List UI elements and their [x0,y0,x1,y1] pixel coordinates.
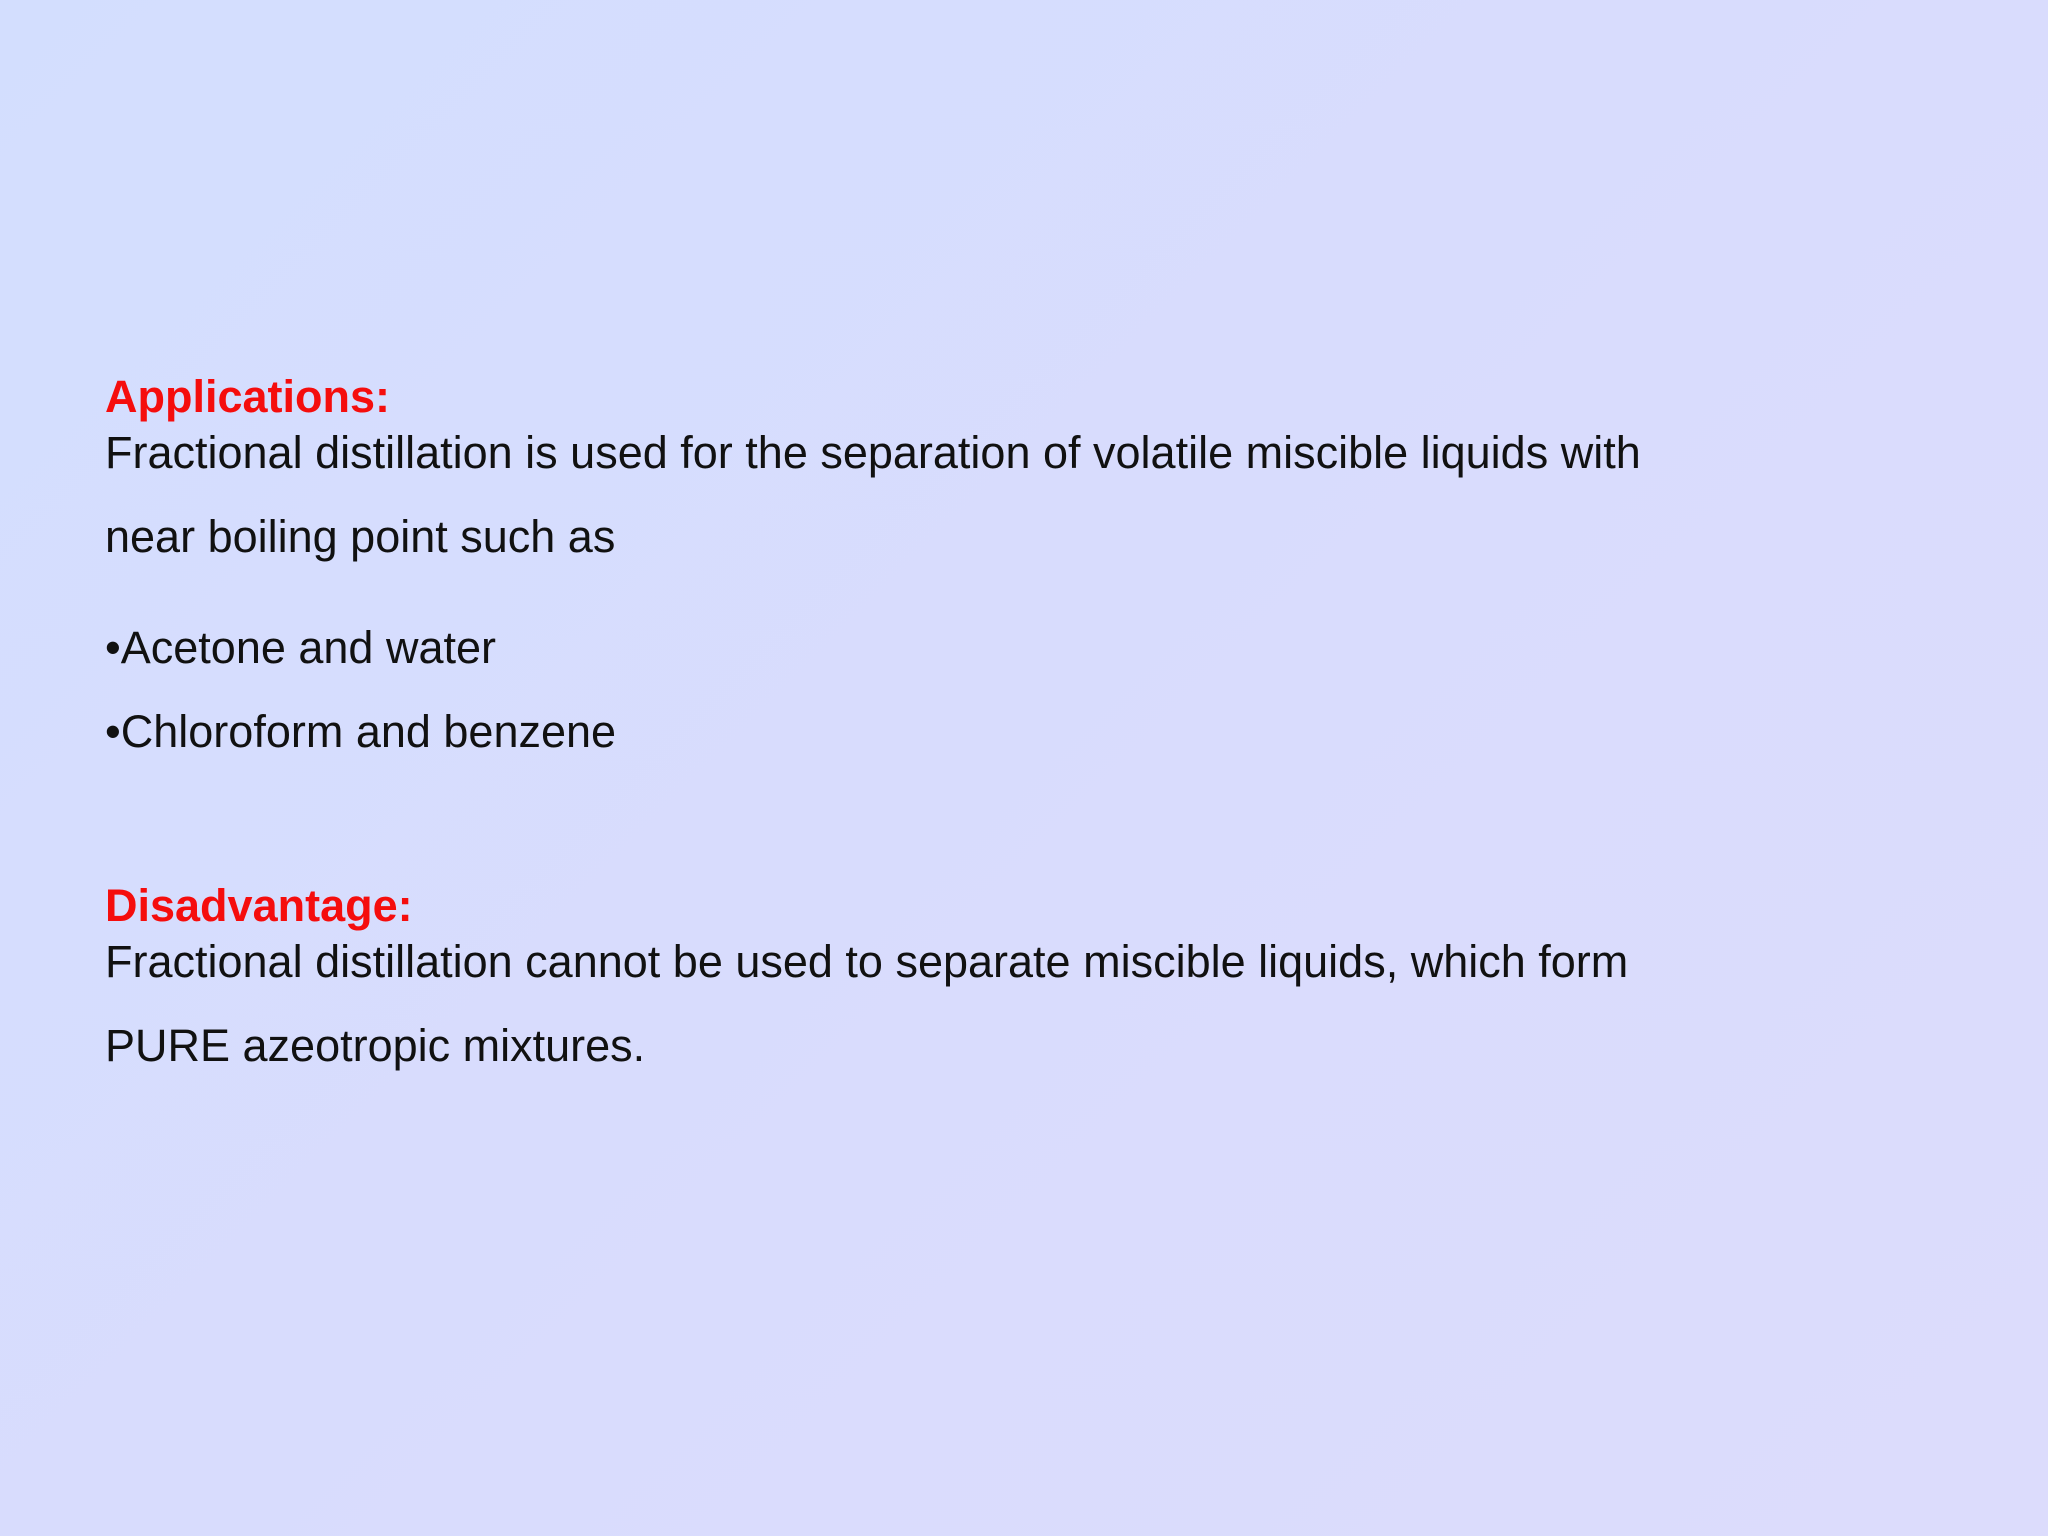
disadvantage-heading: Disadvantage: [105,880,413,931]
applications-text-line: near boiling point such as [105,511,616,562]
applications-heading: Applications: [105,371,391,422]
bullet-item: •Acetone and water [105,622,497,673]
disadvantage-text-line: Fractional distillation cannot be used to separate miscible liquids, which form [105,936,1629,987]
disadvantage-text-line: PURE azeotropic mixtures. [105,1020,646,1071]
bullet-item: •Chloroform and benzene [105,706,617,757]
applications-text-line: Fractional distillation is used for the separation of volatile miscible liquids with [105,427,1641,478]
